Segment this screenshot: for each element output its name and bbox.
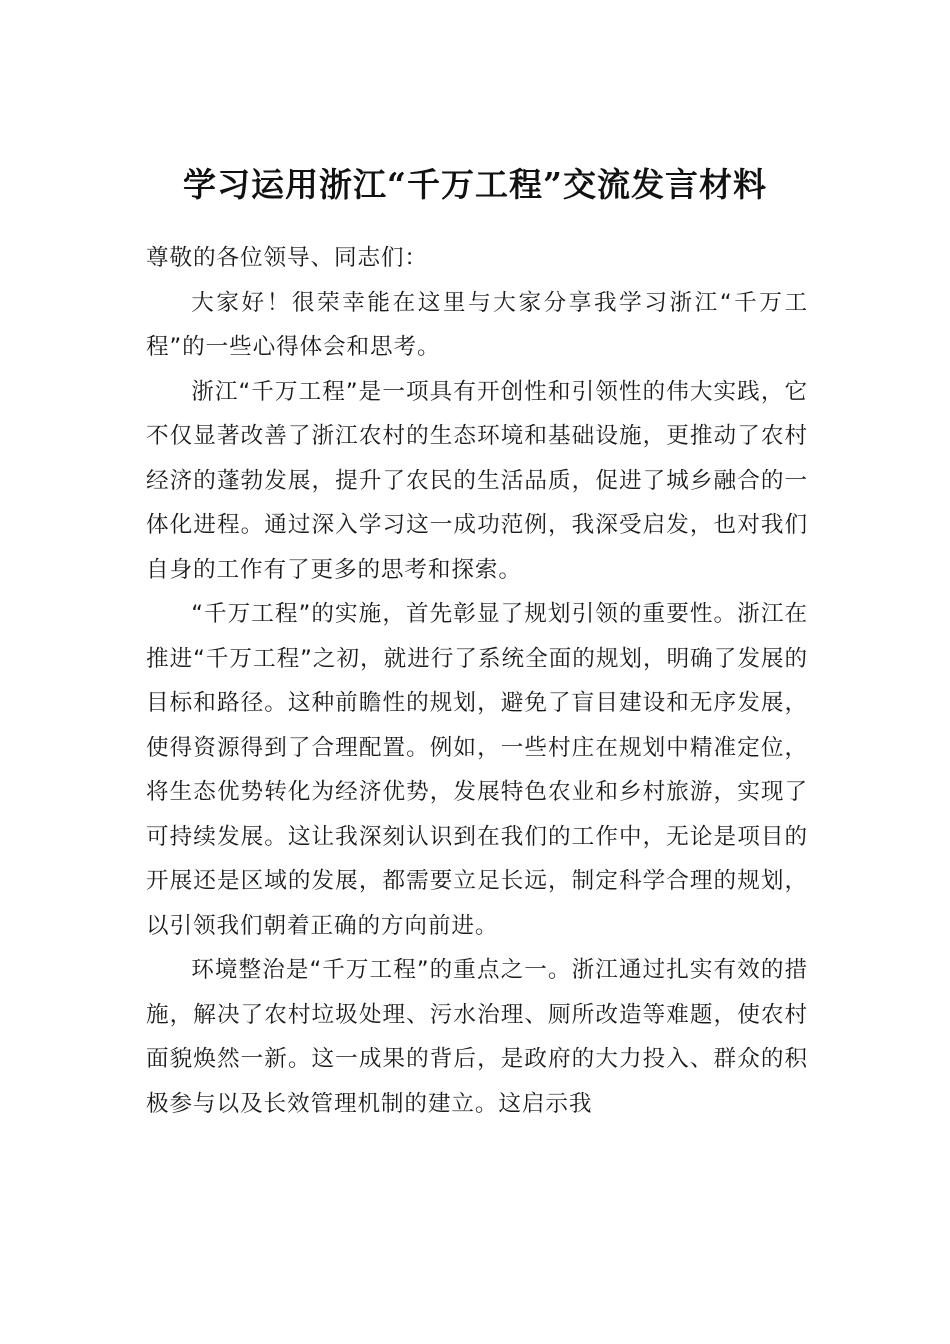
paragraph: 浙江“千万工程”是一项具有开创性和引领性的伟大实践，它不仅显著改善了浙江农村的生态环境和基础设施，更推动了农村经济的蓬勃发展，提升了农民的生活品质，促进了城乡融合的一体化进程。通过深入学习这一成功范例，我深受启发，也对我们自身的工作有了更多的思考和探索。 (146, 378, 808, 583)
salutation: 尊敬的各位领导、同志们： (146, 245, 428, 271)
document-title: 学习运用浙江“千万工程”交流发言材料 (183, 165, 767, 204)
paragraph: 大家好！很荣幸能在这里与大家分享我学习浙江“千万工程”的一些心得体会和思考。 (146, 289, 808, 360)
document-body (146, 236, 808, 1126)
paragraph: “千万工程”的实施，首先彰显了规划引领的重要性。浙江在推进“千万工程”之初，就进行了系统全面的规划，明确了发展的目标和路径。这种前瞻性的规划，避免了盲目建设和无序发展，使得资源得到了合理配置。例如，一些村庄在规划中精准定位，将生态优势转化为经济优势，发展特色农业和乡村旅游，实现了可持续发展。这让我深刻认识到在我们的工作中，无论是项目的开展还是区域的发展，都需要立足长远，制定科学合理的规划，以引领我们朝着正确的方向前进。 (146, 601, 808, 939)
paragraph: 环境整治是“千万工程”的重点之一。浙江通过扎实有效的措施，解决了农村垃圾处理、污水治理、厕所改造等难题，使农村面貌焕然一新。这一成果的背后，是政府的大力投入、群众的积极参与以及长效管理机制的建立。这启示我 (146, 957, 808, 1117)
